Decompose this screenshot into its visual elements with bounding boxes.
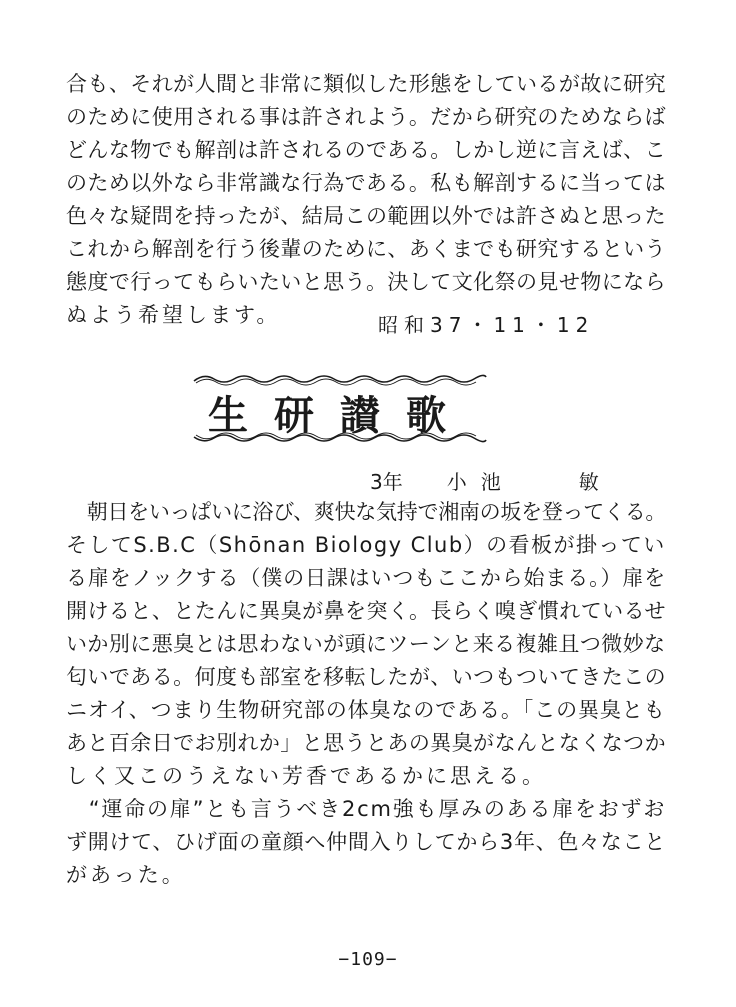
text-line: 開けると、とたんに異臭が鼻を突く。長らく嗅ぎ慣れているせ [66, 599, 666, 623]
text-line: ニオイ、つまり生物研究部の体臭なのである。「この異臭とも [66, 698, 666, 722]
text-line: そしてS.B.C（Shōnan Biology Club）の看板が掛ってい [66, 533, 666, 557]
text-line: 匂いである。何度も部室を移転したが、いつもついてきたこの [66, 665, 666, 689]
text-line: これから解剖を行う後輩のために、あくまでも研究するという [66, 237, 666, 261]
text-line: あと百余日でお別れか」と思うとあの異臭がなんとなくなつか [66, 731, 666, 755]
text-line: のため以外なら非常識な行為である。私も解剖するに当っては [66, 171, 666, 195]
author-grade: 3年 [370, 470, 403, 494]
text-line: があった。 [66, 863, 186, 887]
text-line: ず開けて、ひげ面の童顔へ仲間入りしてから3年、色々なこと [66, 830, 666, 854]
text-line: 態度で行ってもらいたいと思う。決して文化祭の見せ物になら [66, 270, 666, 294]
text-line: しく又このうえない芳香であるかに思える。 [66, 764, 546, 788]
author-given-name: 敏 [578, 470, 599, 494]
text-line: “運命の扉”とも言うべき2cm強も厚みのある扉をおずお [66, 797, 667, 821]
date-line: 昭和37・11・12 [378, 313, 595, 337]
title-block [192, 372, 488, 460]
text-line: 朝日をいっぱいに浴び、爽快な気持で湘南の坂を登ってくる。 [66, 500, 667, 524]
author-byline [370, 466, 599, 495]
author-family-name: 小池 [446, 470, 515, 494]
text-line: 色々な疑問を持ったが、結局この範囲以外では許さぬと思った [66, 204, 666, 228]
text-line: どんな物でも解剖は許されるのである。しかし逆に言えば、こ [66, 138, 666, 162]
text-line: ぬよう希望します。 [66, 303, 281, 327]
text-line: る扉をノックする（僕の日課はいつもここから始まる。）扉を [66, 566, 667, 590]
text-line: 合も、それが人間と非常に類似した形態をしているが故に研究 [66, 72, 666, 96]
text-line: いか別に悪臭とは思わないが頭にツーンと来る複雑且つ微妙な [66, 632, 666, 656]
page-number: −109− [338, 949, 398, 970]
wavy-rule-bottom [192, 432, 488, 446]
page-title: 生研讃歌 [208, 392, 472, 439]
text-line: のために使用される事は許されよう。だから研究のためならば [66, 105, 666, 129]
